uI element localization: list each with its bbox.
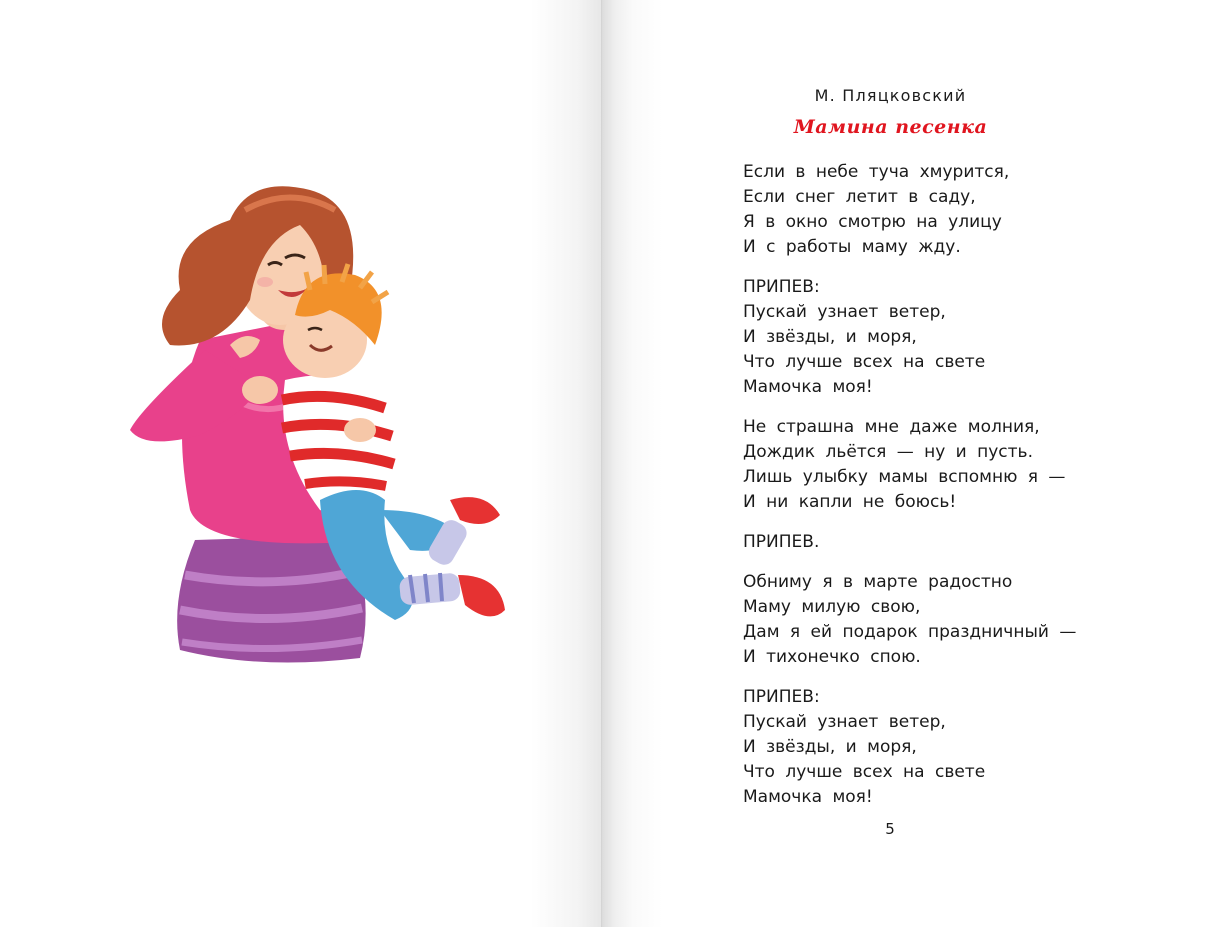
poem-line: ПРИПЕВ: [743,277,820,297]
poem-line: Что лучше всех на свете [743,352,986,372]
poem-line: Что лучше всех на свете [743,762,986,782]
poem-line: И с работы маму жду. [743,237,961,257]
poem-body [743,160,1183,825]
poem-line: ПРИПЕВ. [743,532,820,552]
poem-line: Маму милую свою, [743,597,921,617]
poem-line: И звёзды, и моря, [743,737,917,757]
poem-line: Не страшна мне даже молния, [743,417,1040,437]
poem-line: Пускай узнает ветер, [743,302,946,322]
poem-line: ПРИПЕВ: [743,687,820,707]
poem-line: Дождик льётся — ну и пусть. [743,442,1033,462]
mother-hugging-boy-illustration [110,180,530,670]
poem-title: Мамина песенка [793,116,988,138]
poem-line: Мамочка моя! [743,787,873,807]
poem-line: Мамочка моя! [743,377,873,397]
poem-line: И тихонечко спою. [743,647,921,667]
poem-line: Дам я ей подарок праздничный — [743,622,1077,642]
poem-line: И ни капли не боюсь! [743,492,957,512]
stanza [743,530,1183,555]
poem-line: И звёзды, и моря, [743,327,917,347]
poem-author: М. Пляцковский [814,86,967,105]
stanza [743,415,1183,515]
poem-line: Обниму я в марте радостно [743,572,1013,592]
stanza [743,275,1183,400]
poem-line: Если в небе туча хмурится, [743,162,1010,182]
stanza [743,685,1183,810]
stanza [743,570,1183,670]
poem-line: Пускай узнает ветер, [743,712,946,732]
poem-line: Если снег летит в саду, [743,187,976,207]
stanza [743,160,1183,260]
poem-line: Лишь улыбку мамы вспомню я — [743,467,1066,487]
poem-line: Я в окно смотрю на улицу [743,212,1002,232]
page-number: 5 [885,820,895,838]
